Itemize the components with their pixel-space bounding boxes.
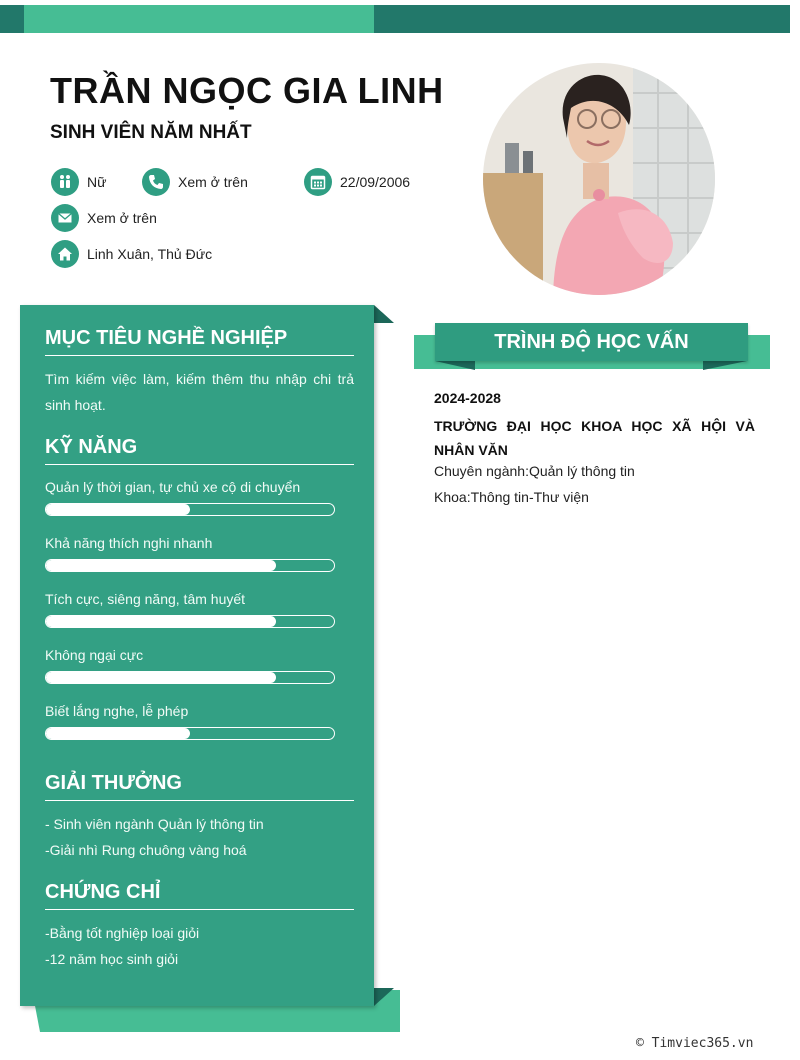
profile-photo — [483, 63, 715, 295]
skill-bar — [45, 671, 335, 684]
objective-text: Tìm kiếm việc làm, kiếm thêm thu nhập chi trả sinh hoạt. — [45, 371, 354, 413]
contact-gender — [51, 168, 106, 196]
certificate-item: -12 năm học sinh giỏi — [45, 951, 179, 967]
left-panel — [20, 305, 374, 1006]
gender-value: Nữ — [87, 174, 107, 190]
birthday-value: 22/09/2006 — [340, 174, 411, 190]
education-major: Chuyên ngành:Quản lý thông tin — [434, 463, 635, 479]
skill-bar-fill — [46, 672, 276, 683]
skill-bar-fill — [46, 728, 190, 739]
skill-bar — [45, 727, 335, 740]
skill-label: Khả năng thích nghi nhanh — [45, 535, 213, 551]
skill-label: Không ngại cực — [45, 647, 144, 663]
contact-phone — [142, 168, 248, 196]
panel-fold-top — [374, 305, 394, 323]
education-period: 2024-2028 — [434, 390, 501, 406]
awards-heading: GIẢI THƯỞNG — [45, 772, 354, 801]
skill-label: Quản lý thời gian, tự chủ xe cộ di chuyển — [45, 479, 301, 495]
phone-icon — [142, 168, 170, 196]
skill-bar — [45, 503, 335, 516]
skill-bar — [45, 559, 335, 572]
skill-bar — [45, 615, 335, 628]
contact-birthday — [304, 168, 410, 196]
candidate-name: TRẦN NGỌC GIA LINH — [50, 70, 444, 111]
education-faculty: Khoa:Thông tin-Thư viện — [434, 489, 589, 505]
skill-label: Biết lắng nghe, lễ phép — [45, 703, 189, 719]
award-item: -Giải nhì Rung chuông vàng hoá — [45, 842, 247, 858]
top-bar-accent — [24, 5, 374, 33]
skills-heading: KỸ NĂNG — [45, 436, 354, 465]
contact-email — [51, 204, 157, 232]
certificate-item: -Bằng tốt nghiệp loại giỏi — [45, 925, 200, 941]
certificates-heading: CHỨNG CHỈ — [45, 881, 354, 910]
skill-bar-fill — [46, 504, 190, 515]
skill-label: Tích cực, siêng năng, tâm huyết — [45, 591, 246, 607]
education-heading: TRÌNH ĐỘ HỌC VẤN — [435, 323, 748, 361]
email-value: Xem ở trên — [87, 210, 157, 226]
address-value: Linh Xuân, Thủ Đức — [87, 246, 213, 262]
education-school: TRƯỜNG ĐẠI HỌC KHOA HỌC XÃ HỘI VÀ NHÂN VĂN — [434, 418, 755, 458]
phone-value: Xem ở trên — [178, 174, 248, 190]
skill-bar-fill — [46, 616, 276, 627]
calendar-icon — [304, 168, 332, 196]
skill-bar-fill — [46, 560, 276, 571]
objective-heading: MỤC TIÊU NGHỀ NGHIỆP — [45, 327, 354, 356]
contact-address — [51, 240, 212, 268]
email-icon — [51, 204, 79, 232]
home-icon — [51, 240, 79, 268]
candidate-title: SINH VIÊN NĂM NHẤT — [50, 122, 252, 143]
award-item: - Sinh viên ngành Quản lý thông tin — [45, 816, 264, 832]
gender-icon — [51, 168, 79, 196]
footer-credit: © Timviec365.vn — [636, 1036, 754, 1051]
